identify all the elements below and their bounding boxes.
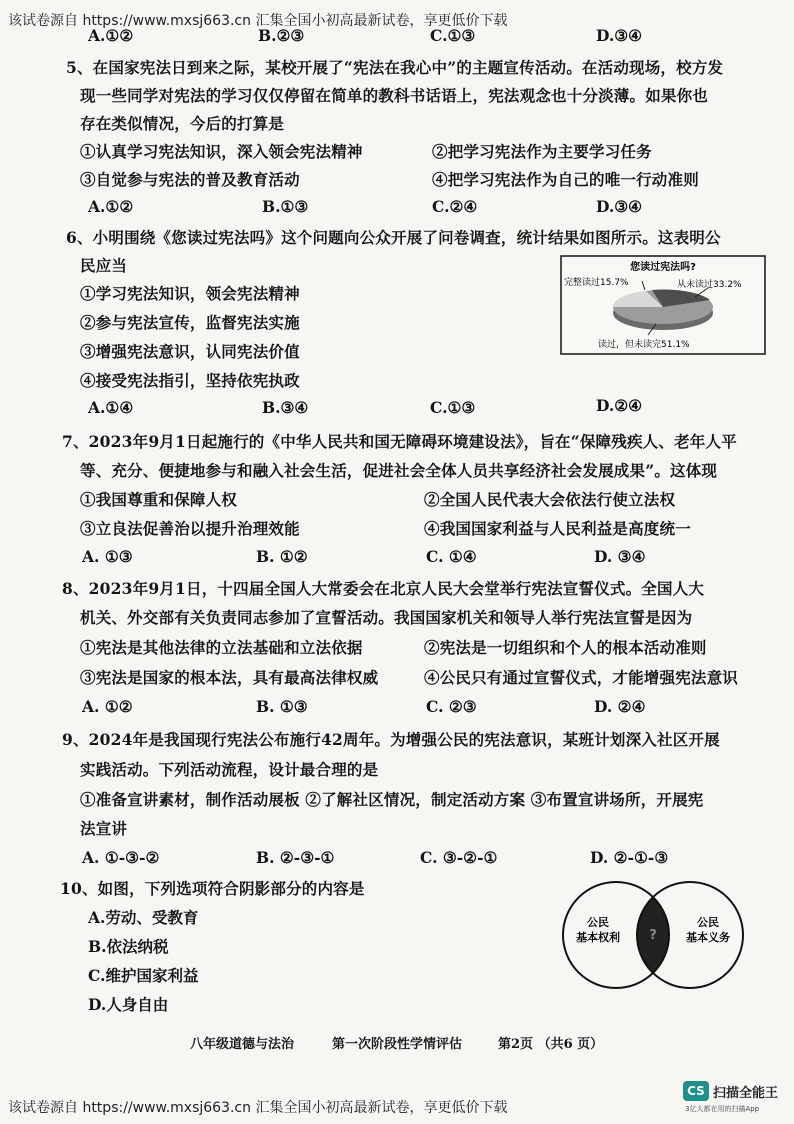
q9-stem-line-2: 实践活动。下列活动流程，设计最合理的是: [80, 760, 379, 779]
q8-option-a: A. ①②: [82, 697, 133, 716]
q6-item-4: ④接受宪法指引，坚持依宪执政: [80, 371, 300, 390]
q5-option-d: D.③④: [596, 197, 643, 216]
chart-title: 您读过宪法吗?: [630, 262, 696, 273]
q5-item-4: ④把学习宪法作为自己的唯一行动准则: [432, 170, 699, 189]
q8-item-3: ③宪法是国家的根本法，具有最高法律权威: [80, 668, 379, 687]
label-never-read: 从未读过33.2%: [677, 280, 742, 290]
q8-option-d: D. ②④: [594, 697, 646, 716]
camscanner-logo-icon: CS: [683, 1081, 709, 1101]
survey-pie-chart-figure: [560, 255, 766, 355]
rights-duties-venn-diagram: [558, 880, 748, 990]
venn-left-label-2: 基本权利: [576, 931, 620, 944]
q5-option-c: C.②④: [432, 197, 478, 216]
q8-stem-line-2: 机关、外交部有关负责同志参加了宣誓活动。我国国家机关和领导人举行宪法宣誓是因为: [80, 608, 693, 627]
q8-option-c: C. ②③: [426, 697, 477, 716]
label-read-not-finished: 读过，但未读完51.1%: [598, 340, 690, 350]
q7-option-b: B. ①②: [256, 547, 308, 566]
q7-option-d: D. ③④: [594, 547, 646, 566]
q9-stem-line-3: ①准备宣讲素材，制作活动展板 ②了解社区情况，制定活动方案 ③布置宣讲场所，开展宪: [80, 790, 704, 809]
footer-exam-name: 第一次阶段性学情评估: [332, 1037, 463, 1052]
footer-watermark: 该试卷源自 https://www.mxsj663.cn 汇集全国小初高最新试卷，享更低价下载: [8, 1100, 508, 1116]
venn-right-label-2: 基本义务: [686, 931, 730, 944]
camscanner-tagline: 3亿人都在用的扫描App: [685, 1105, 760, 1113]
q7-item-1: ①我国尊重和保障人权: [80, 490, 238, 509]
q9-option-b: B. ②-③-①: [256, 848, 335, 867]
q7-option-c: C. ①④: [426, 547, 477, 566]
q7-stem-line-1: 7、2023年9月1日起施行的《中华人民共和国无障碍环境建设法》，旨在“保障残疾人、老年人平: [62, 432, 737, 451]
q6-stem-line-1: 6、小明围绕《您读过宪法吗》这个问题向公众开展了问卷调查，统计结果如图所示。这表明公: [66, 228, 721, 247]
q8-item-1: ①宪法是其他法律的立法基础和立法依据: [80, 638, 363, 657]
venn-right-label-1: 公民: [697, 916, 719, 929]
q6-item-3: ③增强宪法意识，认同宪法价值: [80, 342, 300, 361]
prev-option-b: B.②③: [258, 26, 305, 45]
q5-item-3: ③自觉参与宪法的普及教育活动: [80, 170, 300, 189]
q10-choice-d: D.人身自由: [88, 995, 169, 1014]
rights-duties-venn-figure: [558, 880, 748, 990]
q8-stem-line-1: 8、2023年9月1日，十四届全国人大常委会在北京人民大会堂举行宪法宣誓仪式。全国人大: [62, 579, 705, 598]
q8-option-b: B. ①③: [256, 697, 308, 716]
q6-option-b: B.③④: [262, 398, 309, 417]
q6-option-d: D.②④: [596, 396, 643, 415]
q10-choice-c: C.维护国家利益: [88, 966, 199, 985]
header-watermark: 该试卷源自 https://www.mxsj663.cn 汇集全国小初高最新试卷，享更低价下载: [8, 13, 508, 29]
q5-stem-line-2: 现一些同学对宪法的学习仅仅停留在简单的教科书话语上，宪法观念也十分淡薄。如果你也: [80, 86, 709, 105]
q9-stem-line-4: 法宣讲: [80, 819, 128, 838]
q7-stem-line-2: 等、充分、便捷地参与和融入社会生活，促进社会全体人员共享经济社会发展成果”。这体现: [80, 461, 718, 480]
q5-option-a: A.①②: [88, 197, 134, 216]
q7-item-2: ②全国人民代表大会依法行使立法权: [424, 490, 676, 509]
footer-page-number: 第2页 （共6 页）: [498, 1037, 604, 1052]
q6-option-c: C.①③: [430, 398, 476, 417]
q5-stem-line-1: 5、在国家宪法日到来之际，某校开展了“宪法在我心中”的主题宣传活动。在活动现场，校方发: [66, 58, 724, 77]
q9-option-d: D. ②-①-③: [590, 848, 669, 867]
prev-option-a: A.①②: [88, 26, 134, 45]
q5-item-1: ①认真学习宪法知识，深入领会宪法精神: [80, 142, 363, 161]
q7-item-3: ③立良法促善治以提升治理效能: [80, 519, 300, 538]
q9-option-a: A. ①-③-②: [82, 848, 160, 867]
q10-choice-b: B.依法纳税: [88, 937, 169, 956]
q8-item-2: ②宪法是一切组织和个人的根本活动准则: [424, 638, 707, 657]
label-fully-read: 完整读过15.7%: [564, 278, 629, 288]
q9-option-c: C. ③-②-①: [420, 848, 498, 867]
camscanner-name: 扫描全能王: [713, 1086, 779, 1101]
q6-item-1: ①学习宪法知识，领会宪法精神: [80, 284, 300, 303]
q5-option-b: B.①③: [262, 197, 309, 216]
survey-pie-chart: [560, 255, 766, 355]
venn-left-label-1: 公民: [587, 916, 609, 929]
prev-option-c: C.①③: [430, 26, 476, 45]
q5-stem-line-3: 存在类似情况，今后的打算是: [80, 114, 285, 133]
q5-item-2: ②把学习宪法作为主要学习任务: [432, 142, 652, 161]
q6-stem-line-2: 民应当: [80, 256, 128, 275]
q6-item-2: ②参与宪法宣传，监督宪法实施: [80, 313, 300, 332]
q8-item-4: ④公民只有通过宣誓仪式，才能增强宪法意识: [424, 668, 739, 687]
q7-item-4: ④我国国家利益与人民利益是高度统一: [424, 519, 691, 538]
prev-option-d: D.③④: [596, 26, 643, 45]
q6-option-a: A.①④: [88, 398, 134, 417]
venn-overlap-question-mark: ?: [649, 928, 657, 943]
footer-subject: 八年级道德与法治: [190, 1037, 295, 1052]
q10-choice-a: A.劳动、受教育: [88, 908, 199, 927]
q7-option-a: A. ①③: [82, 547, 133, 566]
q10-stem-line-1: 10、如图，下列选项符合阴影部分的内容是: [60, 879, 365, 898]
q9-stem-line-1: 9、2024年是我国现行宪法公布施行42周年。为增强公民的宪法意识，某班计划深入社区开展: [62, 730, 720, 749]
